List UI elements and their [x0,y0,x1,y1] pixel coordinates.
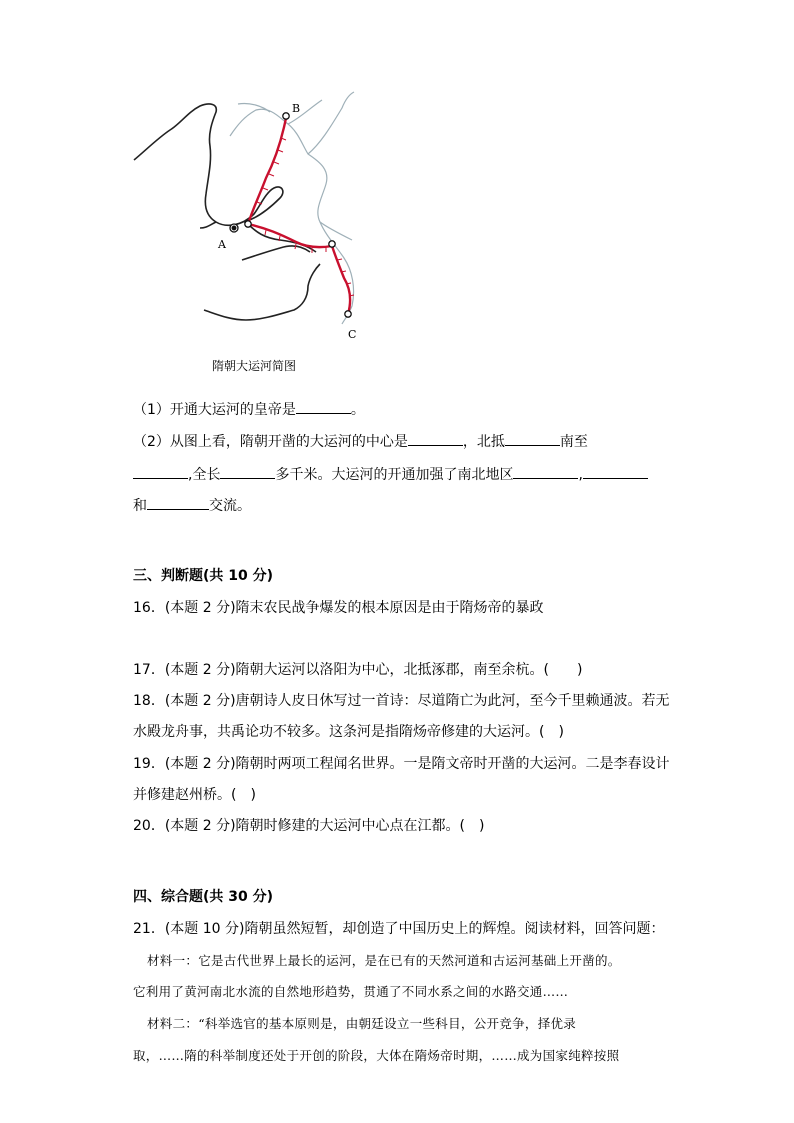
question-19-line1: 19．(本题 2 分)隋朝时两项工程闻名世界。一是隋文帝时开凿的大运河。二是李春设计 [133,756,670,772]
city-c-marker [345,311,351,317]
question-16: 16．(本题 2 分)隋末农民战争爆发的根本原因是由于隋炀帝的暴政 [133,600,544,616]
city-marker-junction [329,241,335,247]
material-2-line1: 材料二：“科举选官的基本原则是，由朝廷设立一些科目，公开竞争，择优录 [147,1016,577,1031]
q15-part1-text: （1）开通大运河的皇帝是 [133,402,296,418]
answer-blank[interactable] [513,463,578,479]
question-18-line2: 水殿龙舟事，共禹论功不较多。这条河是指隋炀帝修建的大运河。( ) [133,724,564,740]
q15-part2-text-f: , [578,467,583,483]
answer-blank[interactable] [583,463,648,479]
q15-part2-text-h: 交流。 [209,498,251,514]
q15-part2-line2 [133,463,648,485]
answer-blank[interactable] [133,463,188,479]
question-18-line1: 18．(本题 2 分)唐朝诗人皮日休写过一首诗：尽道隋亡为此河，至今千里赖通波。若无 [133,693,670,709]
canal-hatches [257,138,354,296]
answer-blank[interactable] [147,494,209,510]
question-19-line2: 并修建赵州桥。( ) [133,787,256,803]
map-label-b: B [292,102,301,115]
rivers [134,104,320,320]
q15-part2-text-e: 多千米。大运河的开通加强了南北地区 [275,467,514,483]
q15-part2-line3 [133,494,251,516]
q15-part2-text-a: （2）从图上看，隋朝开凿的大运河的中心是 [133,434,408,450]
answer-blank[interactable] [505,430,560,446]
q15-part1 [133,398,365,420]
q15-part2-text-c: 南至 [559,434,588,450]
material-2-line2: 取，……隋的科举制度还处于开创的阶段，大体在隋炀帝时期，……成为国家纯粹按照 [133,1048,620,1063]
city-markers [230,113,351,317]
grand-canal-route [248,118,350,314]
question-21: 21．(本题 10 分)隋朝虽然短暂，却创造了中国历史上的辉煌。阅读材料，回答问题： [133,921,665,937]
city-marker-mid [245,221,251,227]
material-1-line1: 材料一：它是古代世界上最长的运河，是在已有的天然河道和古运河基础上开凿的。 [147,953,621,968]
answer-blank[interactable] [296,398,351,414]
answer-blank[interactable] [220,463,275,479]
map-label-c: C [348,328,357,341]
section-title-comprehensive: 四、综合题(共 30 分) [133,889,274,905]
coastline [230,92,354,324]
city-b-marker [283,113,289,119]
q15-part2-text-b: ，北抵 [462,434,505,450]
question-20: 20．(本题 2 分)隋朝时修建的大运河中心点在江都。( ) [133,818,485,834]
material-1-line2: 它利用了黄河南北水流的自然地形趋势，贯通了不同水系之间的水路交通…… [133,984,569,999]
grand-canal-map [130,88,390,348]
q15-part2-text-d: ,全长 [188,467,221,483]
q15-part2-text-g: 和 [133,498,147,514]
q15-part1-end: 。 [350,402,365,418]
map-caption: 隋朝大运河简图 [212,359,297,373]
question-17: 17．(本题 2 分)隋朝大运河以洛阳为中心，北抵涿郡，南至余杭。( ) [133,662,583,678]
answer-blank[interactable] [408,430,463,446]
section-title-judgment: 三、判断题(共 10 分) [133,568,274,584]
q15-part2-line1 [133,430,588,452]
map-label-a: A [218,238,226,251]
